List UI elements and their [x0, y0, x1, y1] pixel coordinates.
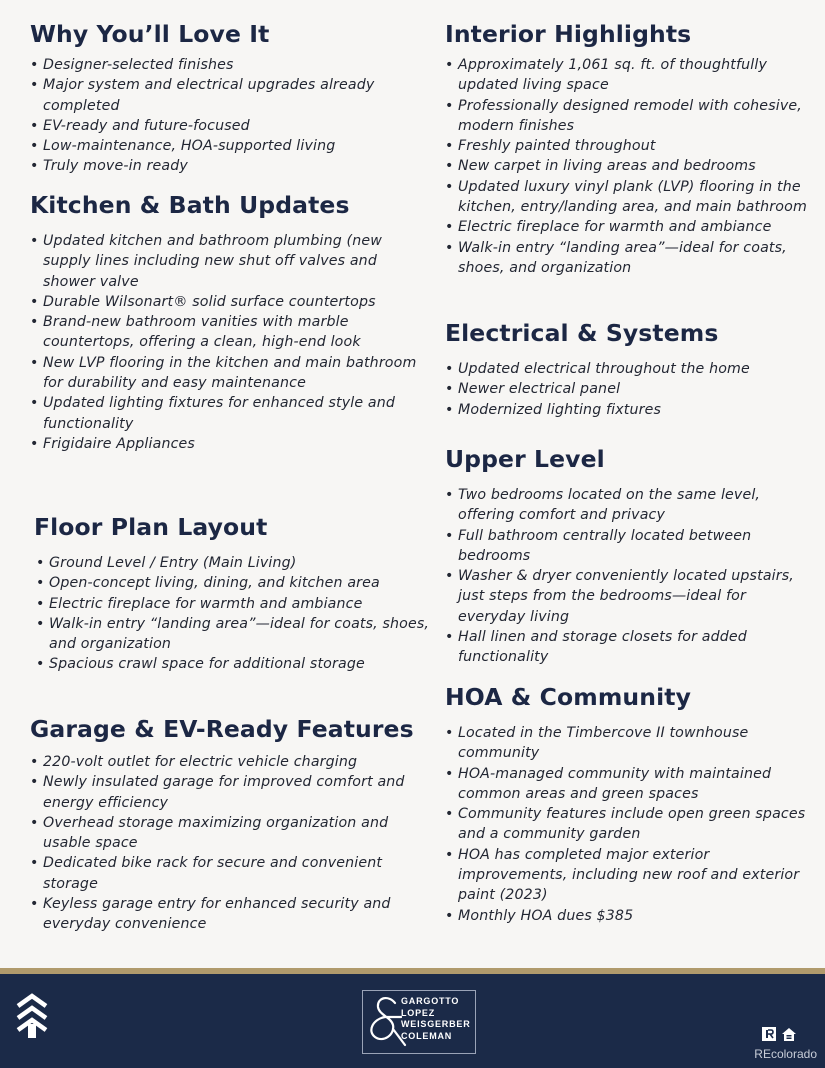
list-item: • HOA has completed major exterior improvements, including new roof and exterior paint (2023) — [445, 845, 815, 906]
list-item: • Keyless garage entry for enhanced security and everyday convenience — [30, 894, 425, 935]
brokerage-name-line: LOPEZ — [401, 1007, 436, 1018]
list-item: • Updated lighting fixtures for enhanced style and functionality — [30, 393, 425, 434]
section-title: Garage & EV-Ready Features — [30, 715, 414, 743]
section-title: Floor Plan Layout — [34, 513, 268, 541]
section-upper-level — [445, 445, 815, 668]
bullet-list — [30, 231, 425, 454]
section-interior-highlights — [445, 20, 815, 278]
list-item: • Durable Wilsonart® solid surface countertops — [30, 292, 425, 312]
list-item: • New carpet in living areas and bedrooms — [445, 156, 815, 176]
list-item: • HOA-managed community with maintained common areas and green spaces — [445, 764, 815, 805]
list-item: • Brand-new bathroom vanities with marble countertops, offering a clean, high-end look — [30, 312, 425, 353]
list-item: • Electric fireplace for warmth and ambiance — [36, 594, 431, 614]
list-item: • Dedicated bike rack for secure and convenient storage — [30, 853, 425, 894]
list-item: • Modernized lighting fixtures — [445, 400, 815, 420]
chevron-stack-icon — [14, 990, 50, 1042]
list-item: • Designer-selected finishes — [30, 55, 425, 75]
list-item: • Spacious crawl space for additional storage — [36, 654, 431, 674]
list-item: • EV-ready and future-focused — [30, 116, 425, 136]
bullet-list — [30, 55, 425, 177]
list-item: • Electric fireplace for warmth and ambiance — [445, 217, 815, 237]
list-item: • Updated kitchen and bathroom plumbing (new supply lines including new shut off valves and shower valve — [30, 231, 425, 292]
footer-accent-stripe — [0, 968, 825, 974]
equal-housing-icon — [782, 1028, 796, 1041]
list-item: • Community features include open green spaces and a community garden — [445, 804, 815, 845]
bullet-list — [445, 485, 815, 668]
bullet-list — [445, 723, 815, 926]
bullet-list — [30, 752, 425, 935]
list-item: • Frigidaire Appliances — [30, 434, 425, 454]
brokerage-logo — [362, 990, 476, 1054]
footer-band — [0, 968, 825, 1068]
brokerage-names — [401, 996, 471, 1042]
list-item: • Updated electrical throughout the home — [445, 359, 815, 379]
section-title: Interior Highlights — [445, 20, 692, 48]
list-item: • Freshly painted throughout — [445, 136, 815, 156]
list-item: • Professionally designed remodel with cohesive, modern finishes — [445, 96, 815, 137]
section-title: Upper Level — [445, 445, 605, 473]
section-garage-ev-ready — [30, 715, 425, 935]
list-item: • Major system and electrical upgrades already completed — [30, 75, 425, 116]
list-item: • Full bathroom centrally located between bedrooms — [445, 526, 815, 567]
realtor-badges — [762, 1026, 817, 1042]
list-item: • Approximately 1,061 sq. ft. of thoughtfully updated living space — [445, 55, 815, 96]
list-item: • Located in the Timbercove II townhouse community — [445, 723, 815, 764]
section-kitchen-bath-updates — [30, 191, 425, 454]
list-item: • Ground Level / Entry (Main Living) — [36, 553, 431, 573]
section-title: Electrical & Systems — [445, 319, 719, 347]
bullet-list — [445, 55, 815, 278]
bullet-list — [445, 359, 815, 420]
section-electrical-systems — [445, 319, 815, 420]
list-item: • Hall linen and storage closets for added functionality — [445, 627, 815, 668]
section-why-youll-love-it — [30, 20, 425, 177]
list-item: • New LVP flooring in the kitchen and main bathroom for durability and easy maintenance — [30, 353, 425, 394]
list-item: • Two bedrooms located on the same level, offering comfort and privacy — [445, 485, 815, 526]
section-title: Why You’ll Love It — [30, 20, 270, 48]
list-item: • Truly move-in ready — [30, 156, 425, 176]
list-item: • Walk-in entry “landing area”—ideal for coats, shoes, and organization — [445, 238, 815, 279]
list-item: • 220-volt outlet for electric vehicle charging — [30, 752, 425, 772]
list-item: • Overhead storage maximizing organization and usable space — [30, 813, 425, 854]
recolorado-watermark: REcolorado — [754, 1047, 817, 1061]
brokerage-name-line: WEISGERBER — [401, 1019, 471, 1029]
realtor-r-icon — [762, 1027, 776, 1041]
section-hoa-community — [445, 683, 815, 926]
brokerage-name-line: COLEMAN — [401, 1030, 453, 1041]
list-item: • Monthly HOA dues $385 — [445, 906, 815, 926]
bullet-list — [36, 553, 431, 675]
section-floor-plan-layout — [34, 513, 429, 675]
list-item: • Newly insulated garage for improved comfort and energy efficiency — [30, 772, 425, 813]
list-item: • Open-concept living, dining, and kitchen area — [36, 573, 431, 593]
list-item: • Washer & dryer conveniently located upstairs, just steps from the bedrooms—ideal for everyday living — [445, 566, 815, 627]
section-title: Kitchen & Bath Updates — [30, 191, 350, 219]
brokerage-name-line: GARGOTTO — [401, 996, 460, 1006]
section-title: HOA & Community — [445, 683, 691, 711]
list-item: • Low-maintenance, HOA-supported living — [30, 136, 425, 156]
list-item: • Walk-in entry “landing area”—ideal for coats, shoes, and organization — [36, 614, 431, 655]
list-item: • Updated luxury vinyl plank (LVP) flooring in the kitchen, entry/landing area, and main bathroom — [445, 177, 815, 218]
list-item: • Newer electrical panel — [445, 379, 815, 399]
